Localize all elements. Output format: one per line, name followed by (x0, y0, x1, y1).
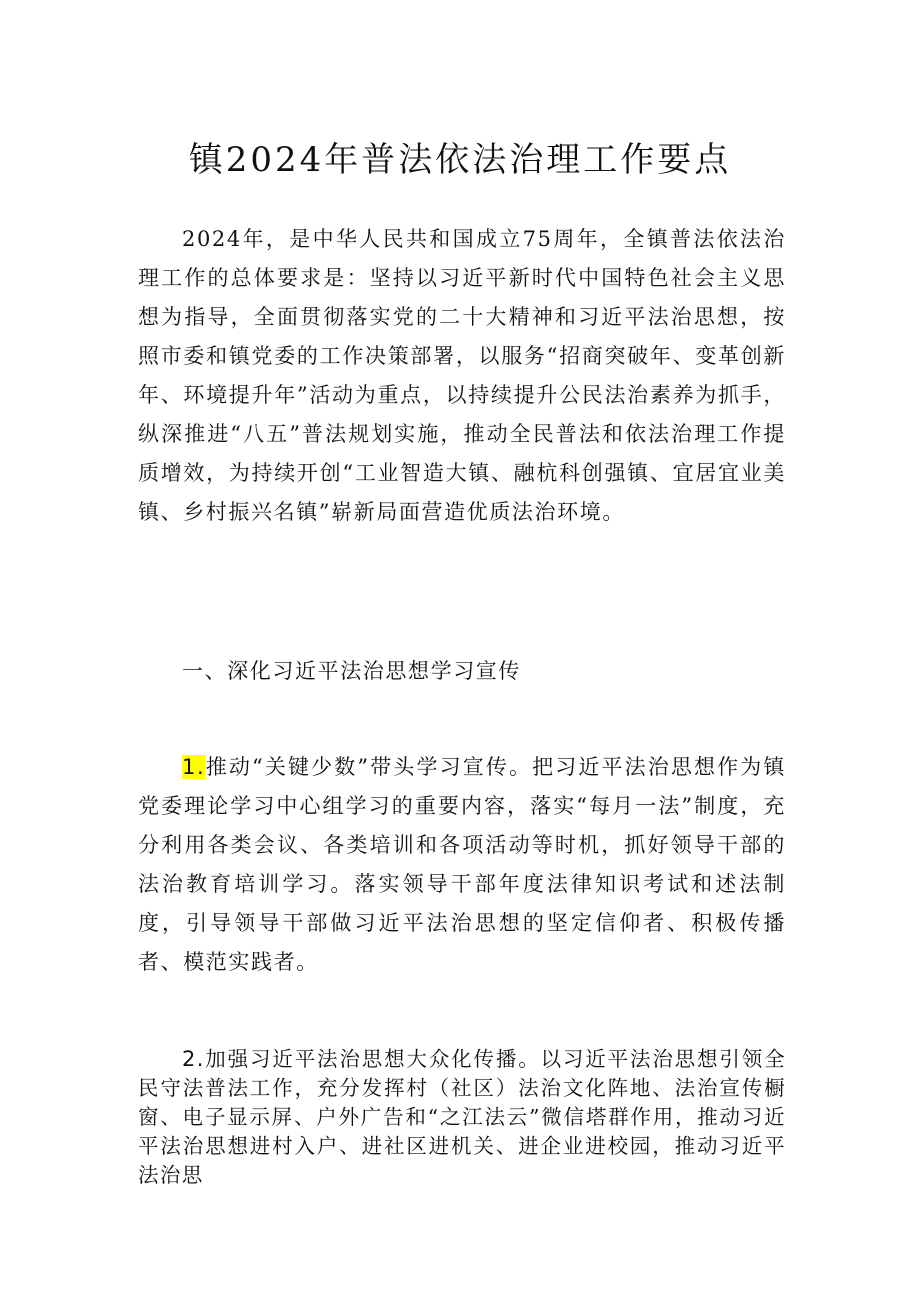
item-2-number: 2. (182, 1047, 205, 1071)
document-title: 镇2024年普法依法治理工作要点 (188, 140, 732, 180)
item-1-paragraph (138, 748, 786, 982)
intro-paragraph: 2024年，是中华人民共和国成立75周年，全镇普法依法治理工作的总体要求是：坚持以习近平新时代中国特色社会主义思想为指导，全面贯彻落实党的二十大精神和习近平法治思想，按照市委和镇党委的工作决策部署，以服务“招商突破年、变革创新年、环境提升年”活动为重点，以持续提升公民法治素养为抓手，纵深推进“八五”普法规划实施，推动全民普法和依法治理工作提质增效，为持续开创“工业智造大镇、融杭科创强镇、宜居宜业美镇、乡村振兴名镇”崭新局面营造优质法治环境。 (138, 227, 786, 524)
section-heading: 一、深化习近平法治思想学习宣传 (182, 659, 521, 683)
item-1-text: 推动“关键少数”带头学习宣传。把习近平法治思想作为镇党委理论学习中心组学习的重要内容，落实“每月一法”制度，充分利用各类会议、各类培训和各项活动等时机，抓好领导干部的法治教育培训学习。落实领导干部年度法律知识考试和述法制度，引导领导干部做习近平法治思想的坚定信仰者、积极传播者、模范实践者。 (138, 755, 786, 974)
item-2-text: 加强习近平法治思想大众化传播。以习近平法治思想引领全民守法普法工作，充分发挥村（社区）法治文化阵地、法治宣传橱窗、电子显示屏、户外广告和“之江法云”微信塔群作用，推动习近平法治思想进村入户、进社区进机关、进企业进校园，推动习近平法治思 (138, 1047, 786, 1187)
item-1-number: 1. (182, 755, 206, 779)
item-2-paragraph (138, 1045, 786, 1190)
